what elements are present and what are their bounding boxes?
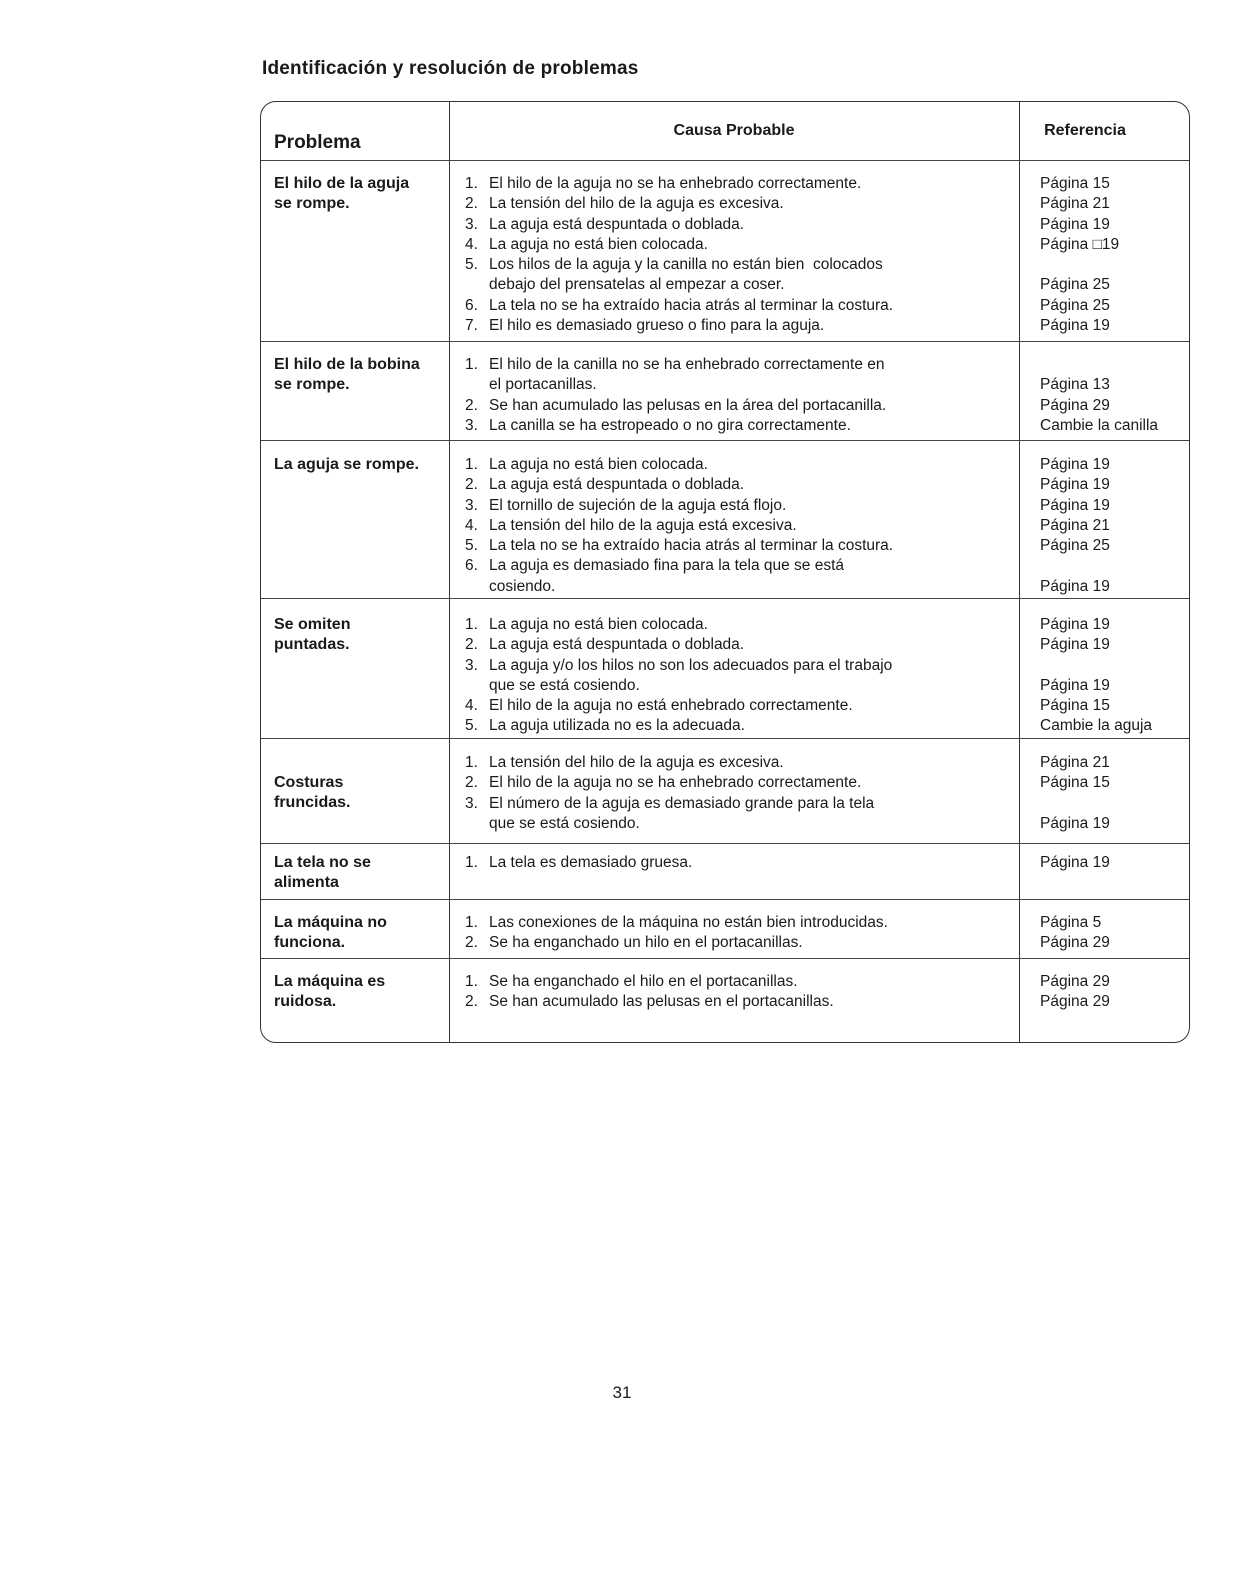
- cause-text: La canilla se ha estropeado o no gira correctamente.: [489, 416, 851, 434]
- cause-text: debajo del prensatelas al empezar a coser.: [489, 276, 785, 294]
- cause-text: La tensión del hilo de la aguja está excesiva.: [489, 516, 797, 534]
- cause-number: 3.: [465, 215, 478, 233]
- reference-item: Cambie la canilla: [1040, 416, 1159, 434]
- cause-text: Los hilos de la aguja y la canilla no están bien colocados: [489, 256, 883, 274]
- reference-cell: [1040, 853, 1190, 873]
- cause-text: La aguja no está bien colocada.: [489, 456, 708, 473]
- row-divider: [261, 899, 1189, 900]
- cause-number: 2.: [465, 934, 478, 952]
- cause-number: 3.: [465, 416, 478, 434]
- cause-item: [465, 635, 1015, 655]
- cause-text: La aguja está despuntada o doblada.: [489, 636, 745, 654]
- row-divider: [261, 958, 1189, 959]
- reference-item: Página 19: [1040, 616, 1110, 633]
- cause-text: La tela es demasiado gruesa.: [489, 854, 693, 871]
- cause-item: [465, 174, 1015, 194]
- cause-text: El hilo de la aguja no está enhebrado correctamente.: [489, 697, 853, 715]
- cause-number: 2.: [465, 993, 478, 1011]
- reference-item: Página 29: [1040, 396, 1110, 414]
- cause-text: La aguja y/o los hilos no son los adecuados para el trabajo: [489, 656, 893, 674]
- cause-item: [465, 496, 1015, 516]
- cause-item: [465, 316, 1015, 336]
- cause-text: El número de la aguja es demasiado grande para la tela: [489, 794, 875, 812]
- cause-number: 1.: [465, 616, 478, 633]
- cause-number: 3.: [465, 794, 478, 812]
- cause-text: La aguja está despuntada o doblada.: [489, 476, 745, 494]
- reference-item: [1040, 794, 1190, 814]
- header-cause: Causa Probable: [673, 122, 795, 139]
- row-divider: [261, 341, 1189, 342]
- causes-cell: [465, 455, 1015, 597]
- cause-item: [465, 275, 1015, 295]
- cause-item: [465, 696, 1015, 716]
- header-reference: Referencia: [1044, 122, 1126, 139]
- reference-cell: [1040, 972, 1190, 1013]
- cause-number: 6.: [465, 557, 478, 575]
- problem-cell: Se omiten puntadas.: [274, 616, 351, 654]
- cause-item: [465, 773, 1015, 793]
- cause-item: [465, 475, 1015, 495]
- reference-item: Página 13: [1040, 376, 1110, 394]
- problem-cell: Costuras fruncidas.: [274, 774, 351, 812]
- cause-text: Se han acumulado las pelusas en la área del portacanilla.: [489, 396, 887, 414]
- cause-number: 1.: [465, 854, 478, 871]
- reference-cell: [1040, 913, 1190, 954]
- cause-item: [465, 416, 1015, 436]
- causes-cell: [465, 853, 1015, 873]
- problem-cell: La máquina no funciona.: [274, 914, 387, 952]
- cause-item: [465, 972, 1015, 992]
- cause-number: 1.: [465, 973, 478, 990]
- cause-item: [465, 656, 1015, 676]
- reference-cell: [1040, 355, 1190, 436]
- cause-text: el portacanillas.: [489, 376, 597, 394]
- reference-item: Página □19: [1040, 235, 1120, 253]
- cause-text: La tela no se ha extraído hacia atrás al terminar la costura.: [489, 296, 894, 314]
- cause-item: [465, 853, 1015, 873]
- reference-item: Página 19: [1040, 456, 1110, 473]
- reference-item: Página 19: [1040, 496, 1110, 514]
- cause-number: 2.: [465, 774, 478, 792]
- cause-text: Se ha enganchado un hilo en el portacanillas.: [489, 934, 803, 952]
- reference-item: Página 15: [1040, 774, 1110, 792]
- reference-item: [1040, 556, 1190, 576]
- cause-text: El hilo de la aguja no se ha enhebrado correctamente.: [489, 774, 862, 792]
- cause-item: [465, 556, 1015, 576]
- cause-text: Se ha enganchado el hilo en el portacanillas.: [489, 973, 798, 990]
- column-divider-reference: [1019, 102, 1020, 1042]
- reference-cell: [1040, 455, 1190, 597]
- reference-item: Página 29: [1040, 973, 1110, 990]
- page-number: 31: [612, 1383, 632, 1402]
- cause-item: [465, 933, 1015, 953]
- cause-item: [465, 194, 1015, 214]
- cause-text: que se está cosiendo.: [489, 676, 640, 694]
- cause-number: 4.: [465, 697, 478, 715]
- cause-number: 7.: [465, 317, 478, 335]
- cause-text: La aguja no está bien colocada.: [489, 235, 708, 253]
- reference-item: Página 25: [1040, 276, 1110, 294]
- reference-item: Página 29: [1040, 934, 1110, 952]
- cause-text: El hilo de la aguja no se ha enhebrado correctamente.: [489, 175, 862, 192]
- causes-cell: [465, 753, 1015, 834]
- header-problem: Problema: [274, 132, 361, 153]
- cause-item: [465, 255, 1015, 275]
- cause-number: 2.: [465, 636, 478, 654]
- reference-item: Página 19: [1040, 676, 1110, 694]
- cause-number: 4.: [465, 235, 478, 253]
- reference-item: Página 19: [1040, 814, 1110, 832]
- cause-text: La aguja está despuntada o doblada.: [489, 215, 745, 233]
- cause-item: [465, 716, 1015, 736]
- cause-item: [465, 577, 1015, 597]
- reference-item: Página 19: [1040, 636, 1110, 654]
- reference-item: Página 29: [1040, 993, 1110, 1011]
- cause-item: [465, 235, 1015, 255]
- cause-text: cosiendo.: [489, 577, 556, 595]
- cause-item: [465, 455, 1015, 475]
- cause-number: 3.: [465, 656, 478, 674]
- reference-item: Página 19: [1040, 854, 1110, 871]
- cause-number: 2.: [465, 476, 478, 494]
- row-divider: [261, 160, 1189, 161]
- cause-number: 1.: [465, 914, 478, 931]
- row-divider: [261, 843, 1189, 844]
- cause-item: [465, 215, 1015, 235]
- cause-item: [465, 676, 1015, 696]
- cause-item: [465, 992, 1015, 1012]
- problem-cell: La aguja se rompe.: [274, 456, 419, 473]
- reference-item: [1040, 656, 1190, 676]
- reference-item: Página 19: [1040, 215, 1110, 233]
- cause-number: 5.: [465, 537, 478, 555]
- reference-item: Página 21: [1040, 516, 1110, 534]
- reference-item: Página 25: [1040, 537, 1110, 555]
- cause-item: [465, 913, 1015, 933]
- causes-cell: [465, 972, 1015, 1013]
- row-divider: [261, 440, 1189, 441]
- column-divider-problem: [449, 102, 450, 1042]
- cause-text: La tela no se ha extraído hacia atrás al terminar la costura.: [489, 537, 894, 555]
- troubleshooting-table: [260, 101, 1190, 1043]
- reference-item: [1040, 355, 1190, 375]
- cause-text: Las conexiones de la máquina no están bien introducidas.: [489, 914, 888, 931]
- cause-text: Se han acumulado las pelusas en el portacanillas.: [489, 993, 834, 1011]
- cause-number: 5.: [465, 717, 478, 735]
- reference-item: [1040, 255, 1190, 275]
- cause-item: [465, 396, 1015, 416]
- reference-item: Página 25: [1040, 296, 1110, 314]
- cause-item: [465, 296, 1015, 316]
- reference-cell: [1040, 615, 1190, 737]
- cause-number: 2.: [465, 195, 478, 213]
- cause-number: 2.: [465, 396, 478, 414]
- reference-item: Página 21: [1040, 754, 1110, 771]
- cause-item: [465, 615, 1015, 635]
- cause-text: La aguja utilizada no es la adecuada.: [489, 717, 745, 735]
- reference-cell: [1040, 174, 1190, 336]
- causes-cell: [465, 615, 1015, 737]
- problem-cell: El hilo de la bobina se rompe.: [274, 356, 420, 394]
- reference-item: Página 5: [1040, 914, 1102, 931]
- cause-text: que se está cosiendo.: [489, 814, 640, 832]
- row-divider: [261, 598, 1189, 599]
- cause-item: [465, 536, 1015, 556]
- cause-item: [465, 753, 1015, 773]
- reference-item: Página 15: [1040, 175, 1110, 192]
- cause-item: [465, 375, 1015, 395]
- cause-item: [465, 814, 1015, 834]
- cause-number: 3.: [465, 496, 478, 514]
- page-title: Identificación y resolución de problemas: [262, 58, 639, 79]
- row-divider: [261, 738, 1189, 739]
- cause-number: 1.: [465, 456, 478, 473]
- reference-item: Página 19: [1040, 577, 1110, 595]
- cause-number: 4.: [465, 516, 478, 534]
- cause-text: La aguja es demasiado fina para la tela que se está: [489, 557, 845, 575]
- cause-text: La tensión del hilo de la aguja es excesiva.: [489, 754, 784, 771]
- cause-item: [465, 355, 1015, 375]
- cause-number: 6.: [465, 296, 478, 314]
- cause-number: 5.: [465, 256, 478, 274]
- cause-number: 1.: [465, 754, 478, 771]
- cause-text: El tornillo de sujeción de la aguja está flojo.: [489, 496, 787, 514]
- reference-cell: [1040, 753, 1190, 834]
- cause-text: El hilo de la canilla no se ha enhebrado correctamente en: [489, 356, 885, 373]
- reference-item: Cambie la aguja: [1040, 717, 1153, 735]
- problem-cell: La máquina es ruidosa.: [274, 973, 386, 1011]
- reference-item: Página 19: [1040, 317, 1110, 335]
- reference-item: Página 15: [1040, 697, 1110, 715]
- reference-item: Página 19: [1040, 476, 1110, 494]
- cause-item: [465, 794, 1015, 814]
- cause-text: La aguja no está bien colocada.: [489, 616, 708, 633]
- cause-text: El hilo es demasiado grueso o fino para la aguja.: [489, 317, 825, 335]
- cause-number: 1.: [465, 175, 478, 192]
- cause-text: La tensión del hilo de la aguja es excesiva.: [489, 195, 784, 213]
- cause-number: 1.: [465, 356, 478, 373]
- causes-cell: [465, 355, 1015, 436]
- cause-item: [465, 516, 1015, 536]
- causes-cell: [465, 913, 1015, 954]
- reference-item: Página 21: [1040, 195, 1110, 213]
- problem-cell: El hilo de la aguja se rompe.: [274, 175, 410, 213]
- causes-cell: [465, 174, 1015, 336]
- problem-cell: La tela no se alimenta: [274, 854, 371, 892]
